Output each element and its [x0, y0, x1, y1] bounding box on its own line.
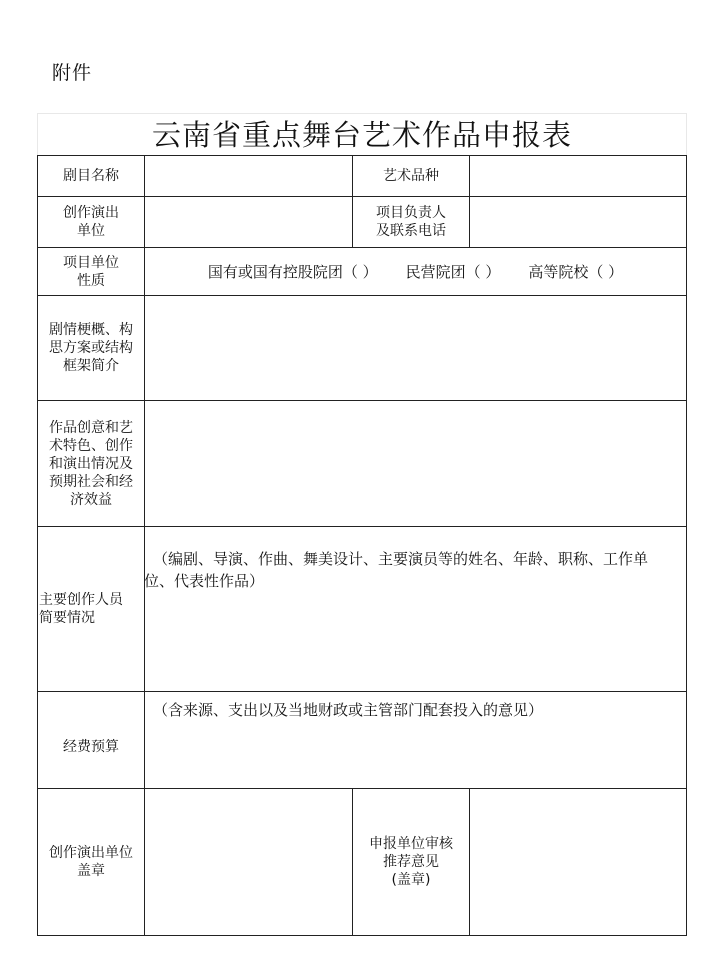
option-private-troupe[interactable]: 民营院团（ ）	[405, 262, 501, 281]
option-university[interactable]: 高等院校（ ）	[528, 262, 624, 281]
label-budget: 经费预算	[37, 691, 144, 788]
option-state-owned[interactable]: 国有或国有控股院团（ ）	[207, 262, 378, 281]
field-play-name[interactable]	[144, 155, 352, 196]
label-producer-seal: 创作演出单位 盖章	[37, 788, 144, 936]
label-main-staff: 主要创作人员 简要情况	[37, 526, 144, 691]
attachment-label: 附件	[52, 62, 93, 84]
field-art-type[interactable]	[469, 155, 687, 196]
staff-note-line2: 位、代表性作品）	[144, 572, 265, 590]
label-unit-nature: 项目单位 性质	[37, 247, 144, 295]
unit-nature-options	[144, 247, 687, 295]
label-review-opinion: 申报单位审核 推荐意见 (盖章)	[352, 788, 469, 936]
form-title: 云南省重点舞台艺术作品申报表	[37, 113, 687, 155]
field-budget[interactable]	[144, 691, 687, 788]
label-art-type: 艺术品种	[352, 155, 469, 196]
field-project-leader[interactable]	[469, 196, 687, 247]
label-synopsis: 剧情梗概、构 思方案或结构 框架简介	[37, 295, 144, 400]
label-creative-features: 作品创意和艺 术特色、创作 和演出情况及 预期社会和经 济效益	[37, 400, 144, 526]
label-play-name: 剧目名称	[37, 155, 144, 196]
budget-note: （含来源、支出以及当地财政或主管部门配套投入的意见）	[153, 701, 544, 719]
field-producer-seal[interactable]	[144, 788, 352, 936]
staff-note-line1: （编剧、导演、作曲、舞美设计、主要演员等的姓名、年龄、职称、工作单	[153, 550, 649, 568]
field-synopsis[interactable]	[144, 295, 687, 400]
label-producer: 创作演出 单位	[37, 196, 144, 247]
label-project-leader: 项目负责人 及联系电话	[352, 196, 469, 247]
application-form	[37, 113, 687, 936]
field-main-staff[interactable]	[144, 526, 687, 691]
field-producer[interactable]	[144, 196, 352, 247]
field-review-opinion[interactable]	[469, 788, 687, 936]
field-creative-features[interactable]	[144, 400, 687, 526]
